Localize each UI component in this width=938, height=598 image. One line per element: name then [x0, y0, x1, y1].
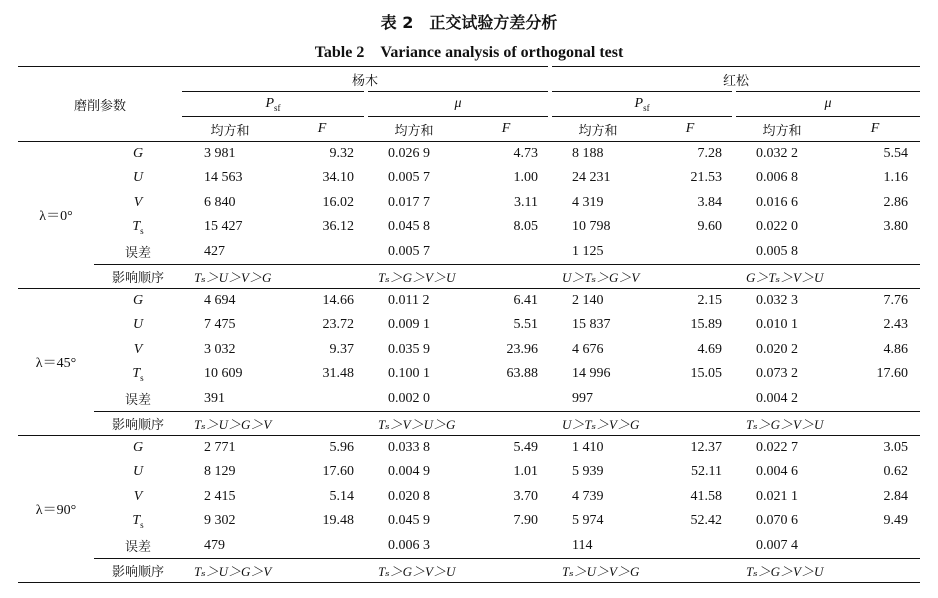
order-label: 影响顺序 [94, 411, 182, 436]
factor-cell: V [133, 341, 143, 357]
empty-cell [830, 387, 920, 412]
order-label: 影响顺序 [94, 264, 182, 289]
value-cell: 5.54 [830, 142, 920, 167]
value-cell: 4.73 [462, 142, 550, 167]
table-row [18, 338, 920, 363]
value-cell: 3.11 [514, 194, 539, 210]
factor-cell: U [132, 317, 144, 333]
table-row [18, 509, 920, 534]
value-cell: 12.37 [646, 436, 734, 461]
value-cell: 4 319 [572, 194, 604, 210]
value-cell: 3.70 [513, 488, 539, 504]
value-cell: 4 739 [572, 488, 604, 504]
value-cell: 0.070 6 [756, 513, 799, 529]
variance-table [18, 66, 920, 583]
col-ms: 均方和 [394, 123, 434, 139]
order-value: G＞Tₛ＞V＞U [734, 264, 920, 289]
param-header: 磨削参数 [18, 67, 182, 142]
value-cell: 1.01 [513, 464, 539, 480]
value-cell: 5.49 [462, 436, 550, 461]
table-row [18, 191, 920, 216]
value-cell: 16.02 [322, 194, 355, 210]
value-cell: 0.005 7 [388, 170, 431, 186]
col-ms: 均方和 [210, 123, 250, 139]
col-f: F [685, 121, 695, 136]
value-cell: 2 415 [204, 488, 236, 504]
col-f: F [501, 121, 511, 136]
factor-cell: $T_s$ [132, 512, 144, 530]
empty-cell [278, 387, 366, 412]
value-cell: 4 694 [182, 289, 278, 314]
value-cell: 0.073 2 [756, 366, 799, 382]
table-row [18, 485, 920, 510]
factor-cell: G [94, 289, 182, 314]
error-label: 误差 [125, 540, 152, 555]
value-cell: 3 032 [204, 341, 236, 357]
value-cell: 24 231 [572, 170, 611, 186]
value-cell: 4.86 [883, 341, 909, 357]
empty-cell [462, 387, 550, 412]
value-cell: 2.43 [883, 317, 909, 333]
value-cell: 10 609 [204, 366, 243, 382]
value-cell: 7.28 [646, 142, 734, 167]
value-cell: 0.020 8 [388, 488, 431, 504]
value-cell: 2.84 [883, 488, 909, 504]
empty-cell [646, 387, 734, 412]
col-ms: 均方和 [578, 123, 618, 139]
table-row [18, 215, 920, 240]
value-cell: 0.020 2 [756, 341, 799, 357]
error-value: 114 [572, 537, 593, 553]
error-value: 479 [204, 537, 226, 553]
col-f: F [870, 121, 880, 136]
order-value: Tₛ＞U＞G＞V [182, 411, 366, 436]
error-value: 0.007 4 [756, 537, 799, 553]
group-label: λ＝45° [18, 289, 94, 436]
value-cell: 7.90 [513, 513, 539, 529]
group-label: λ＝0° [18, 142, 94, 289]
value-cell: 52.42 [690, 513, 723, 529]
value-cell: 14.66 [278, 289, 366, 314]
error-value: 1 125 [572, 243, 604, 259]
value-cell: 2.86 [883, 194, 909, 210]
error-label: 误差 [125, 393, 152, 408]
empty-cell [462, 240, 550, 265]
empty-cell [278, 534, 366, 559]
mu-header-1: μ [366, 92, 550, 117]
table-row [18, 264, 920, 289]
table-row [18, 558, 920, 583]
factor-cell: G [94, 436, 182, 461]
table-row [18, 166, 920, 191]
value-cell: 4.69 [697, 341, 723, 357]
error-value: 391 [204, 390, 226, 406]
value-cell: 3.05 [830, 436, 920, 461]
value-cell: 9.37 [329, 341, 355, 357]
value-cell: 0.011 2 [366, 289, 462, 314]
value-cell: 17.60 [322, 464, 355, 480]
wood2-header: 红松 [550, 67, 920, 92]
group-label: λ＝90° [18, 436, 94, 583]
order-value: Tₛ＞G＞V＞U [366, 264, 550, 289]
table-row [18, 240, 920, 265]
value-cell: 23.96 [506, 341, 539, 357]
value-cell: 3.80 [883, 219, 909, 235]
value-cell: 9.32 [278, 142, 366, 167]
value-cell: 0.004 9 [388, 464, 431, 480]
table-row [18, 534, 920, 559]
value-cell: 52.11 [691, 464, 723, 480]
value-cell: 0.017 7 [388, 194, 431, 210]
value-cell: 0.009 1 [388, 317, 431, 333]
value-cell: 36.12 [322, 219, 355, 235]
value-cell: 21.53 [690, 170, 723, 186]
value-cell: 7 475 [204, 317, 236, 333]
value-cell: 0.045 8 [388, 219, 431, 235]
value-cell: 9 302 [204, 513, 236, 529]
value-cell: 15.89 [690, 317, 723, 333]
value-cell: 0.62 [883, 464, 909, 480]
order-value: Tₛ＞V＞U＞G [366, 411, 550, 436]
value-cell: 5 974 [572, 513, 604, 529]
order-value: U＞Tₛ＞V＞G [550, 411, 734, 436]
factor-cell: V [133, 488, 143, 504]
value-cell: 10 798 [572, 219, 611, 235]
error-label: 误差 [125, 246, 152, 261]
value-cell: 9.49 [883, 513, 909, 529]
value-cell: 15 837 [572, 317, 611, 333]
table-row [18, 411, 920, 436]
empty-cell [278, 240, 366, 265]
error-value: 0.004 2 [756, 390, 799, 406]
value-cell: 0.006 8 [756, 170, 799, 186]
value-cell: 3 981 [182, 142, 278, 167]
value-cell: 0.035 9 [388, 341, 431, 357]
value-cell: 0.022 7 [734, 436, 830, 461]
value-cell: 7.76 [830, 289, 920, 314]
value-cell: 23.72 [322, 317, 355, 333]
table-row [18, 460, 920, 485]
empty-cell [462, 534, 550, 559]
value-cell: 9.60 [697, 219, 723, 235]
value-cell: 8.05 [513, 219, 539, 235]
value-cell: 31.48 [322, 366, 355, 382]
value-cell: 0.026 9 [366, 142, 462, 167]
value-cell: 0.004 6 [756, 464, 799, 480]
factor-cell: G [94, 142, 182, 167]
psf-header-1: $P_{sf}$ [182, 92, 366, 117]
empty-cell [830, 534, 920, 559]
value-cell: 8 188 [550, 142, 646, 167]
value-cell: 2 140 [550, 289, 646, 314]
value-cell: 1.00 [513, 170, 539, 186]
value-cell: 0.032 2 [734, 142, 830, 167]
order-value: Tₛ＞U＞V＞G [182, 264, 366, 289]
error-value: 0.006 3 [388, 537, 431, 553]
value-cell: 2.15 [646, 289, 734, 314]
order-value: Tₛ＞G＞V＞U [366, 558, 550, 583]
value-cell: 19.48 [322, 513, 355, 529]
value-cell: 0.022 0 [756, 219, 799, 235]
value-cell: 1 410 [550, 436, 646, 461]
table-row [18, 387, 920, 412]
order-value: Tₛ＞U＞G＞V [182, 558, 366, 583]
order-value: U＞Tₛ＞G＞V [550, 264, 734, 289]
table-row [18, 289, 920, 314]
order-value: Tₛ＞G＞V＞U [734, 558, 920, 583]
value-cell: 5.51 [513, 317, 539, 333]
value-cell: 4 676 [572, 341, 604, 357]
factor-cell: V [133, 194, 143, 210]
factor-cell: $T_s$ [132, 218, 144, 236]
psf-header-2: $P_{sf}$ [550, 92, 734, 117]
value-cell: 17.60 [876, 366, 909, 382]
empty-cell [646, 534, 734, 559]
error-value: 0.005 8 [756, 243, 799, 259]
value-cell: 0.021 1 [756, 488, 799, 504]
value-cell: 0.045 9 [388, 513, 431, 529]
col-f: F [317, 121, 327, 136]
value-cell: 3.84 [697, 194, 723, 210]
order-value: Tₛ＞U＞V＞G [550, 558, 734, 583]
table-title-en: Table 2 Variance analysis of orthogonal test [314, 44, 624, 61]
empty-cell [830, 240, 920, 265]
value-cell: 15 427 [204, 219, 243, 235]
value-cell: 0.032 3 [734, 289, 830, 314]
value-cell: 5 939 [572, 464, 604, 480]
value-cell: 1.16 [883, 170, 909, 186]
error-value: 997 [572, 390, 594, 406]
value-cell: 0.033 8 [366, 436, 462, 461]
value-cell: 2 771 [182, 436, 278, 461]
factor-cell: U [132, 170, 144, 186]
table-title-cn: 表 2 正交试验方差分析 [380, 13, 558, 32]
value-cell: 8 129 [204, 464, 236, 480]
error-value: 427 [204, 243, 226, 259]
error-value: 0.002 0 [388, 390, 431, 406]
value-cell: 5.14 [329, 488, 355, 504]
value-cell: 6 840 [204, 194, 236, 210]
value-cell: 0.010 1 [756, 317, 799, 333]
value-cell: 41.58 [690, 488, 723, 504]
table-row [18, 142, 920, 167]
value-cell: 0.100 1 [388, 366, 431, 382]
table-row [18, 313, 920, 338]
value-cell: 14 996 [572, 366, 611, 382]
value-cell: 14 563 [204, 170, 243, 186]
value-cell: 15.05 [690, 366, 723, 382]
value-cell: 6.41 [462, 289, 550, 314]
mu-header-2: μ [734, 92, 920, 117]
table-row [18, 436, 920, 461]
value-cell: 0.016 6 [756, 194, 799, 210]
value-cell: 5.96 [278, 436, 366, 461]
value-cell: 63.88 [506, 366, 539, 382]
col-ms: 均方和 [762, 123, 802, 139]
error-value: 0.005 7 [388, 243, 431, 259]
table-row [18, 362, 920, 387]
empty-cell [646, 240, 734, 265]
wood1-header: 杨木 [182, 67, 550, 92]
order-label: 影响顺序 [94, 558, 182, 583]
factor-cell: U [132, 464, 144, 480]
order-value: Tₛ＞G＞V＞U [734, 411, 920, 436]
factor-cell: $T_s$ [132, 365, 144, 383]
value-cell: 34.10 [322, 170, 355, 186]
